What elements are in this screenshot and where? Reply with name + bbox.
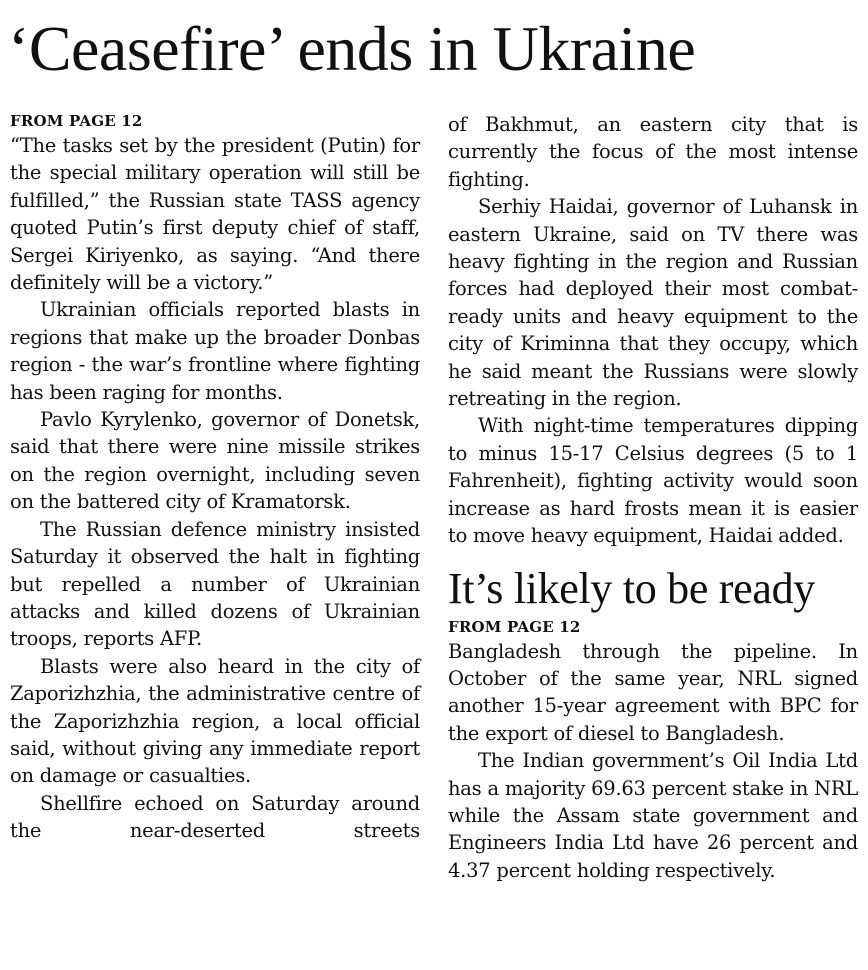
article-paragraph: Bangladesh through the pipeline. In October of the same year, NRL signed another 15-year agreement with BPC for the export of diesel to Bangladesh.: [448, 639, 858, 745]
article-paragraph: The Russian defence ministry insisted Saturday it observed the halt in fighting but repelled a number of Ukrainian attacks and killed dozens of Ukrainian troops, reports AFP.: [10, 517, 420, 651]
article-paragraph: “The tasks set by the president (Putin) for the special military operation will still be fulfilled,” the Russian state TASS agency quoted Putin’s first deputy chief of staff, Sergei Kiriyenko, as saying. “And there definitely will be a victory.”: [10, 134, 420, 295]
article-paragraph: The Indian government’s Oil India Ltd has a majority 69.63 percent stake in NRL while the Assam state government and Engineers India Ltd have 26 percent and 4.37 percent holding respectively.: [448, 749, 858, 882]
from-page-label: FROM PAGE 12: [10, 112, 143, 130]
headline: ‘Ceasefire’ ends in Ukraine: [8, 13, 696, 84]
article-paragraph: With night-time temperatures dipping to minus 15-17 Celsius degrees (5 to 1 Fahrenheit), fighting activity would soon increase as hard frosts mean it is easier to move heavy equipment, Haidai added.: [448, 414, 858, 548]
article-paragraph: Blasts were also heard in the city of Zaporizhzhia, the administrative centre of the Zaporizhzhia region, a local official said, without giving any immediate report on damage or casualties.: [10, 654, 420, 788]
left-column: [10, 110, 420, 845]
article-paragraph: Shellfire echoed on Saturday around the near-deserted streets: [10, 791, 420, 843]
article-paragraph: Serhiy Haidai, governor of Luhansk in eastern Ukraine, said on TV there was heavy fighting in the region and Russian forces had deployed their most combat-ready units and heavy equipment to the city of Kriminna that they occupy, which he said meant the Russians were slowly retreating in the region.: [448, 195, 858, 411]
from-page-label: FROM PAGE 12: [448, 617, 581, 636]
article-paragraph: Pavlo Kyrylenko, governor of Donetsk, said that there were nine missile strikes on the region overnight, including seven on the battered city of Kramatorsk.: [10, 408, 420, 514]
sub-headline: It’s likely to be ready: [448, 563, 815, 613]
right-column: [448, 111, 858, 884]
article-paragraph-continued: of Bakhmut, an eastern city that is currently the focus of the most intense fighting.: [448, 113, 858, 191]
article-paragraph: Ukrainian officials reported blasts in regions that make up the broader Donbas region - the war’s frontline where fighting has been raging for months.: [10, 298, 420, 404]
